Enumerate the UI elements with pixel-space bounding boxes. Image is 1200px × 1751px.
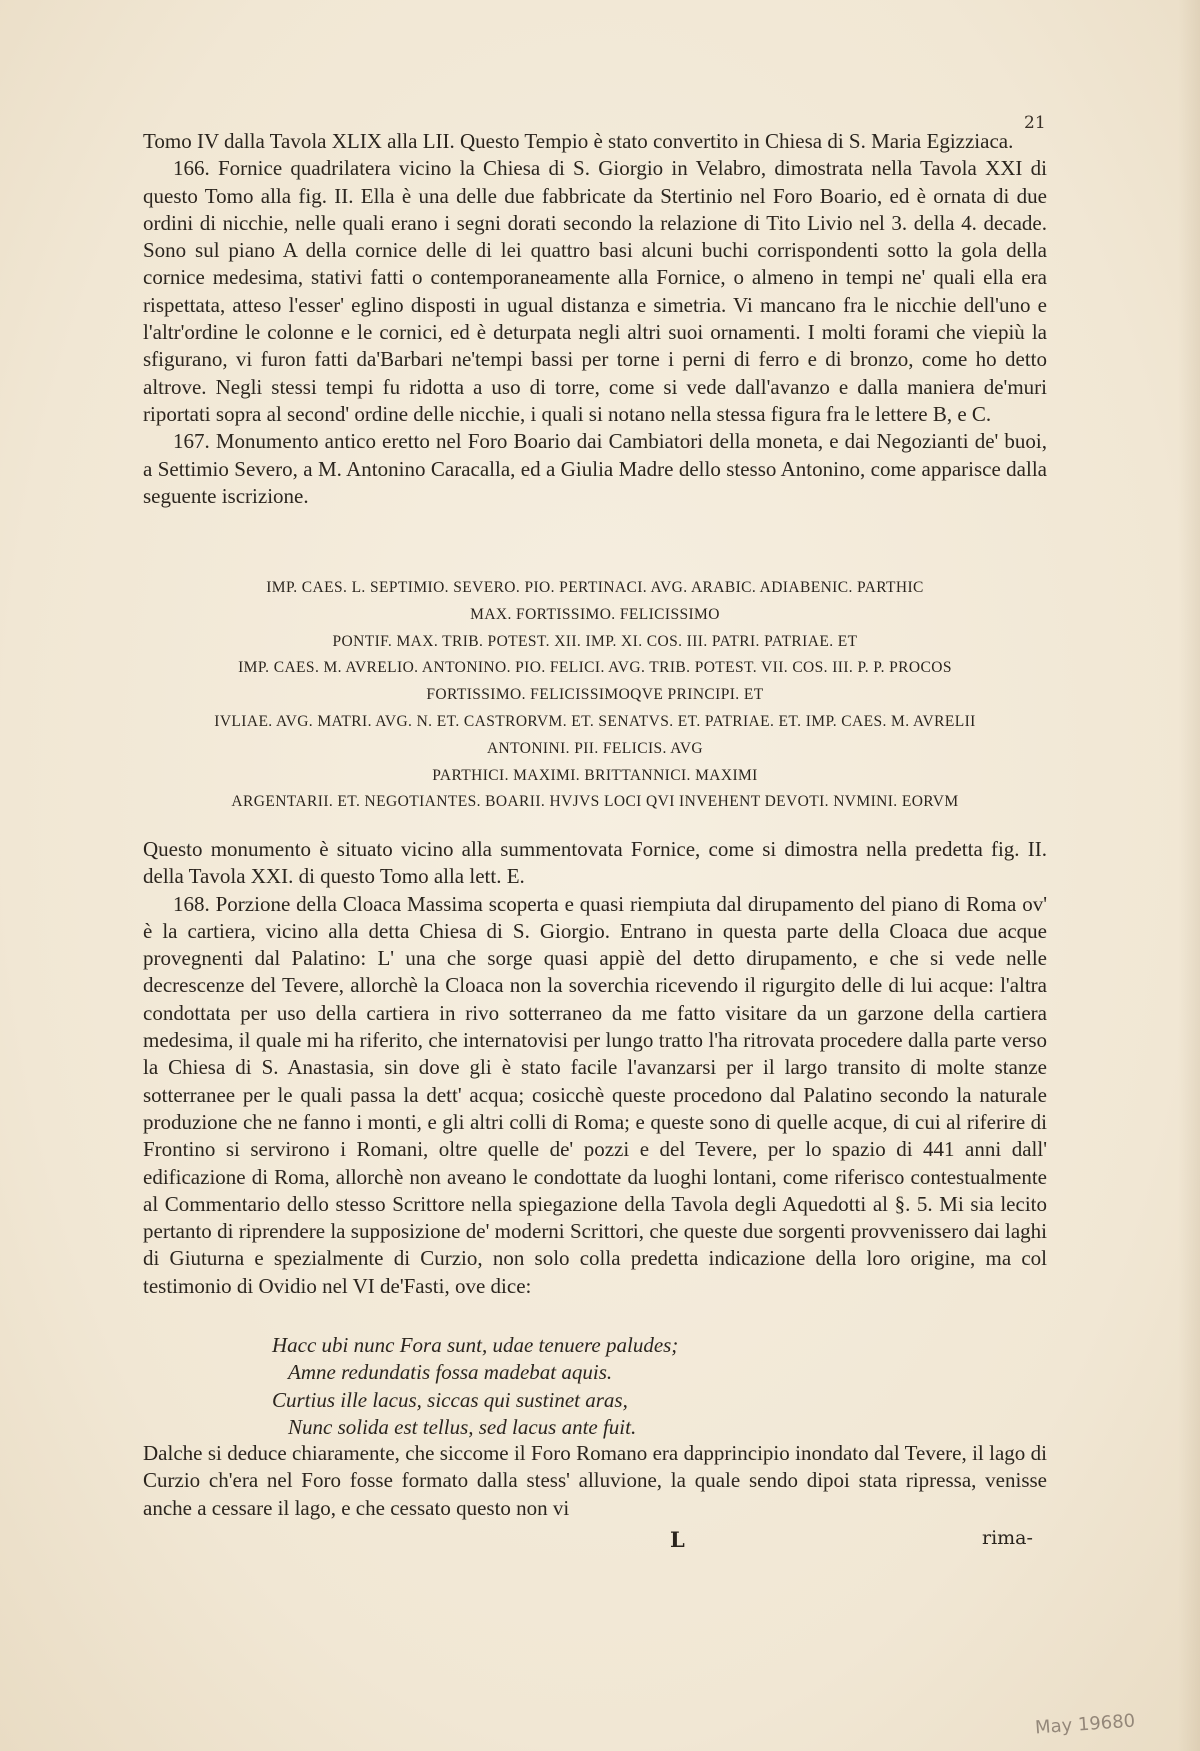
page-edge-shade bbox=[1178, 0, 1200, 1751]
paragraph-167: 167. Monumento antico eretto nel Foro Boario dai Cambiatori della moneta, e dai Negozianti de' buoi, a Settimio Severo, a M. Antonino Caracalla, ed a Giulia Madre dello stesso Antonino, come apparisce dalla seguente iscrizione. bbox=[143, 429, 1047, 508]
verse-line: Curtius ille lacus, siccas qui sustinet aras, bbox=[272, 1387, 628, 1412]
verse-line: Amne redundatis fossa madebat aquis. bbox=[288, 1360, 613, 1385]
inscription-line: MAX. FORTISSIMO. FELICISSIMO bbox=[470, 605, 720, 623]
inscription-line: FORTISSIMO. FELICISSIMOQVE PRINCIPI. ET bbox=[426, 686, 764, 704]
inscription-line: PONTIF. MAX. TRIB. POTEST. XII. IMP. XI. COS. III. PATRI. PATRIAE. ET bbox=[332, 632, 858, 650]
inscription-line: IMP. CAES. M. AVRELIO. ANTONINO. PIO. FELICI. AVG. TRIB. POTEST. VII. COS. III. P. P. PROCOS bbox=[238, 659, 952, 677]
paragraph-tomo: Tomo IV dalla Tavola XLIX alla LII. Questo Tempio è stato convertito in Chiesa di S. Maria Egizziaca. bbox=[143, 129, 1014, 153]
page-number: 21 bbox=[1024, 113, 1046, 133]
paragraph-monumento: Questo monumento è situato vicino alla summentovata Fornice, come si dimostra nella predetta fig. II. della Tavola XXI. di questo Tomo alla lett. E. bbox=[143, 837, 1047, 889]
verse-line: Hacc ubi nunc Fora sunt, udae tenuere paludes; bbox=[272, 1333, 679, 1357]
inscription-line: IMP. CAES. L. SEPTIMIO. SEVERO. PIO. PERTINACI. AVG. ARABIC. ADIABENIC. PARTHIC bbox=[266, 579, 924, 596]
paragraph-dalche: Dalche si deduce chiaramente, che siccome il Foro Romano era dapprincipio inondato dal Tevere, il lago di Curzio ch'era nel Foro fosse formato dalla stess' alluvione, la quale sendo dipoi stata ripressa, venisse anche a cessare il lago, e che cessato questo non vi bbox=[143, 1441, 1047, 1520]
catchword: rima- bbox=[982, 1527, 1033, 1549]
verse-line: Nunc solida est tellus, sed lacus ante fuit. bbox=[288, 1414, 637, 1439]
inscription-line: ARGENTARII. ET. NEGOTIANTES. BOARII. HVJVS LOCI QVI INVEHENT DEVOTI. NVMINI. EORVM bbox=[231, 793, 959, 811]
inscription-line: IVLIAE. AVG. MATRI. AVG. N. ET. CASTRORVM. ET. SENATVS. ET. PATRIAE. ET. IMP. CAES. M. AVRELII bbox=[214, 712, 976, 730]
inscription-block bbox=[143, 575, 1047, 816]
opening-text bbox=[143, 128, 1047, 510]
paragraph-166: 166. Fornice quadrilatera vicino la Chiesa di S. Giorgio in Velabro, dimostrata nella Tavola XXI di questo Tomo alla fig. II. Ella è una delle due fabbricate da Stertinio nel Foro Boario, ed è ornata di due ordini di nicchie, nelle quali erano i segni dorati secondo la relazione di Tito Livio nel 3. della 4. decade. Sono sul piano A della cornice delle di lei quattro basi alcuni buchi corrispondenti sotto la gola della cornice medesima, stativi fatti o contemporaneamente alla Fornice, o almeno in tempi ne' quali ella era rispettata, atteso l'esser' eglino disposti in ugual distanza e simetria. Vi mancano fra le nicchie dell'uno e l'altr'ordine le colonne e le cornici, ed è deturpata negli altri suoi ornamenti. I molti forami che viepiù la sfigurano, vi furon fatti da'Barbari ne'tempi bassi per torne i perni di ferro e di bronzo, come ho detto altrove. Negli stessi tempi fu ridotta a uso di torre, come si vede dall'avanzo e dalla maniera de'muri riportati sopra al second' ordine delle nicchie, i quali si notano nella stessa figura fra le lettere B, e C. bbox=[143, 156, 1047, 426]
main-text bbox=[143, 836, 1047, 1300]
signature-mark: L bbox=[670, 1527, 685, 1552]
inscription-line: PARTHICI. MAXIMI. BRITTANNICI. MAXIMI bbox=[432, 766, 758, 784]
closing-text bbox=[143, 1440, 1047, 1522]
handwritten-note: May 19680 bbox=[1034, 1710, 1136, 1739]
ovid-verse bbox=[272, 1332, 892, 1441]
paragraph-168: 168. Porzione della Cloaca Massima scoperta e quasi riempiuta dal dirupamento del piano di Roma ov' è la cartiera, vicino alla detta Chiesa di S. Giorgio. Entrano in questa parte della Cloaca due acque provegnenti dal Palatino: L' una che sorge quasi appiè del detto dirupamento, e che si vede nelle decrescenze del Tevere, allorchè la Cloaca non la soverchia ricevendo il rigurgito delle di lui acque: l'altra condottata per uso della cartiera in rivo sotterraneo da me fatto visitare da un garzone della cartiera medesima, il quale mi ha riferito, che internatovisi per lungo tratto l'ha ritrovata procedere dalla parte verso la Chiesa di S. Anastasia, sin dove gli è stato facile l'avanzarsi per il largo transito di molte stanze sotterranee per le quali passa la dett' acqua; cosicchè queste procedono dal Palatino secondo la naturale produzione che ne fanno i monti, e gli altri colli di Roma; e queste sono di quelle acque, di cui al riferire di Frontino si servirono i Romani, oltre quelle de' pozzi e del Tevere, per lo spazio di 441 anni dall' edificazione di Roma, allorchè non aveano le condottate da luoghi lontani, come riferisco contestualmente al Commentario dello stesso Scrittore nella spiegazione della Tavola degli Aquedotti al §. 5. Mi sia lecito pertanto di riprendere la supposizione de' moderni Scrittori, che queste due sorgenti provvenissero dai laghi di Giuturna e spezialmente di Curzio, non solo colla predetta indicazione della loro origine, ma col testimonio di Ovidio nel VI de'Fasti, ove dice: bbox=[143, 891, 1047, 1298]
inscription-line: ANTONINI. PII. FELICIS. AVG bbox=[486, 739, 704, 757]
